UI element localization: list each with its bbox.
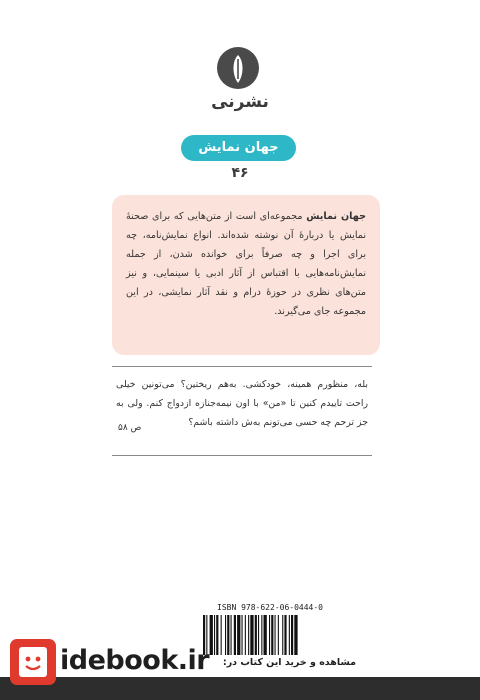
barcode-bar [234,615,236,655]
series-badge: جهان نمایش [181,135,296,161]
barcode-bar [271,615,273,655]
barcode-bar [282,615,283,655]
barcode-bar [227,615,229,655]
book-smile-icon [10,639,56,685]
barcode-bar [214,615,215,655]
barcode-bar [294,615,297,655]
barcode-bar [245,615,246,655]
barcode-icon [203,615,337,655]
publisher-name: نشرنی [211,92,269,112]
book-quote: بله، منظورم همینه، خودکشی. به‌هم ریختین؟ می‌تونین خیلی راحت تاییدم کنین تا «من» با اون نیمه‌جنازه ازدواج کنم. ولی به جز ترحم چه حسی می‌تونم به‌ش داشته باشم؟ [112,366,372,456]
bottom-bar [0,677,480,700]
barcode-bar [216,615,218,655]
publisher-logo [217,47,259,89]
barcode-bar [264,615,267,655]
barcode-bar [237,615,240,655]
barcode-bar [284,615,286,655]
barcode-bar [269,615,270,655]
barcode-bar [210,615,213,655]
barcode-bar [278,615,279,655]
series-number: ۴۶ [231,165,249,181]
reed-pen-logo-icon [217,47,259,89]
barcode-bar [231,615,232,655]
barcode-bar [225,615,226,655]
barcode-bar [291,615,293,655]
isbn-text: ISBN 978-622-06-0444-0 [217,603,323,612]
barcode-bar [242,615,243,655]
barcode-bar [248,615,249,655]
site-name: idebook.ir [60,645,210,676]
barcode-bar [258,615,259,655]
barcode-bar [221,615,222,655]
quote-page-ref: ص ۵۸ [118,423,142,433]
description-text: مجموعه‌ای است از متن‌هایی که برای صحنهٔ نمایش یا دربارهٔ آن نوشته شده‌اند. انواع نمایش‌نامه، چه برای اجرا و چه صرفاً برای خوانده شدن، از جمله نمایش‌نامه‌هایی با اقتباس از آثار ادبی یا سینمایی، و نیز متن‌های نظری در حوزهٔ درام و نقد آثار نمایشی، در این مجموعه جای می‌گیرند. [126,211,366,317]
site-caption: مشاهده و خرید این کتاب در: [222,657,356,668]
barcode-bar [289,615,290,655]
barcode-bar [255,615,257,655]
series-description [112,195,380,355]
barcode-bar [261,615,262,655]
barcode-bar [250,615,253,655]
description-lead: جهان نمایش [306,211,367,222]
barcode-bar [275,615,276,655]
